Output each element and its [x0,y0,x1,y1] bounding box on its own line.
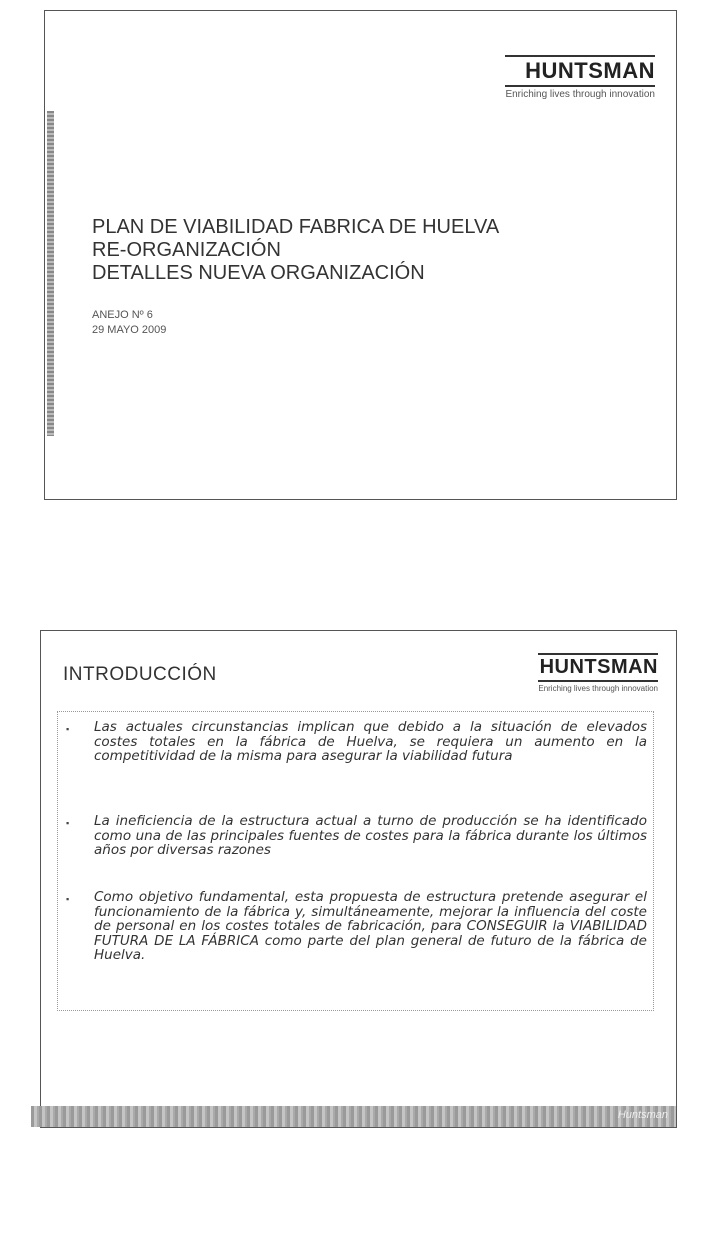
bullet-text: Como objetivo fundamental, esta propuesta de estructura pretende asegurar el funcionamiento de la fábrica y, simultáneamente, mejorar la influencia del coste de personal en los costes totales de fabricación, para CONSEGUIR la VIABILIDAD FUTURA DE LA FÁBRICA como parte del plan general de futuro de la fábrica de Huelva. [94,889,647,963]
annex-label: ANEJO Nº 6 [92,309,153,321]
brand-tagline: Enriching lives through innovation [505,89,655,100]
list-item [58,814,653,858]
title-slide [44,10,677,500]
list-item [58,890,653,963]
slide-heading: INTRODUCCIÓN [63,664,217,685]
slide-title [92,216,499,285]
brand-name: HUNTSMAN [505,55,655,87]
title-line: PLAN DE VIABILIDAD FABRICA DE HUELVA [92,216,500,238]
brand-tagline: Enriching lives through innovation [538,684,658,693]
bullet-icon: ▪ [66,894,70,904]
title-line: RE-ORGANIZACIÓN [92,239,281,261]
introduction-slide [40,630,677,1128]
bullet-text: La ineficiencia de la estructura actual a turno de producción se ha identificado como una de las principales fuentes de costes para la fábrica durante los últimos años por diversas razones [94,813,647,858]
brand-name: HUNTSMAN [538,653,658,682]
slide-subtitle [92,308,166,338]
footer-logo: Huntsman [617,1109,668,1121]
bullet-icon: ▪ [66,724,70,734]
slide-footer-bar [31,1106,676,1127]
bullet-text: Las actuales circunstancias implican que debido a la situación de elevados costes totales en la fábrica de Huelva, se requiera un aumento en la competitividad de la misma para asegurar la viabilidad futura [94,719,647,764]
bullet-icon: ▪ [66,818,70,828]
brand-logo [538,653,658,693]
title-line: DETALLES NUEVA ORGANIZACIÓN [92,262,425,284]
date-label: 29 MAYO 2009 [92,324,167,336]
bullet-list [57,711,654,1011]
brand-logo [505,55,655,100]
slide-edge-shadow [47,111,54,436]
list-item [58,720,653,764]
